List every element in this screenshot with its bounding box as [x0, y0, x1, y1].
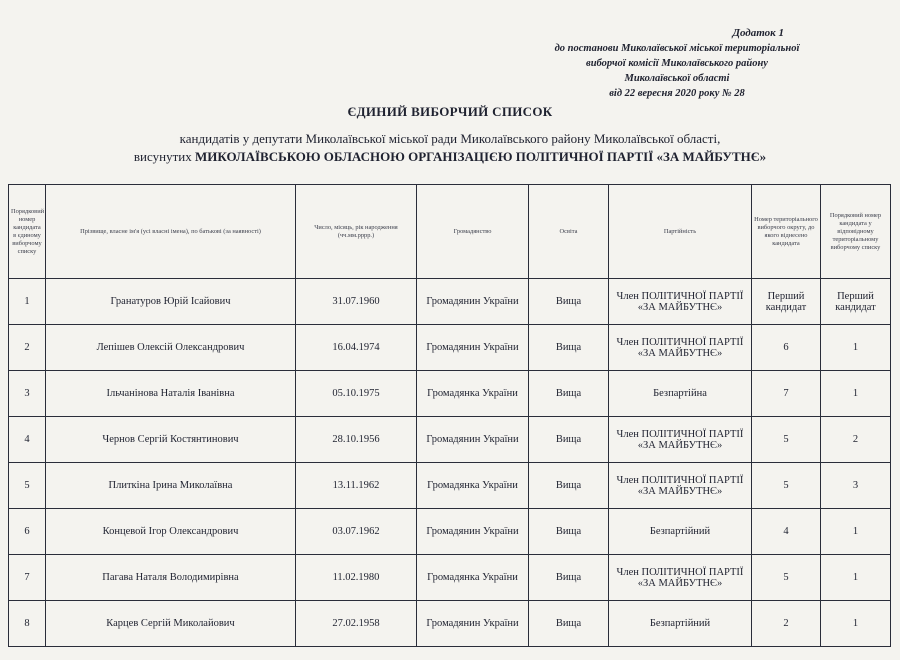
cell-full-name: Гранатуров Юрій Ісайович [46, 279, 296, 325]
cell-citizenship: Громадянка України [417, 555, 529, 601]
table-row [9, 371, 891, 417]
cell-district-position: 1 [821, 325, 891, 371]
cell-district-position: 3 [821, 463, 891, 509]
cell-birth-date: 31.07.1960 [296, 279, 417, 325]
header-birth-date: Число, місяць, рік народження (чч.мм.рррр.) [296, 185, 417, 279]
annex-number: Додаток 1 [732, 27, 784, 39]
cell-party: Член ПОЛІТИЧНОЇ ПАРТІЇ «ЗА МАЙБУТНЄ» [609, 555, 752, 601]
cell-education: Вища [529, 463, 609, 509]
cell-district-number: 5 [752, 555, 821, 601]
document-title: ЄДИНИЙ ВИБОРЧИЙ СПИСОК [347, 104, 553, 119]
header-education: Освіта [529, 185, 609, 279]
cell-district-number: 6 [752, 325, 821, 371]
cell-party: Член ПОЛІТИЧНОЇ ПАРТІЇ «ЗА МАЙБУТНЄ» [609, 417, 752, 463]
cell-birth-date: 03.07.1962 [296, 509, 417, 555]
cell-citizenship: Громадянин України [417, 417, 529, 463]
cell-district-position: 2 [821, 417, 891, 463]
annex-line-3: виборчої комісії Миколаївського району [586, 58, 768, 69]
subtitle-line-1: кандидатів у депутати Миколаївської міської ради Миколаївського району Миколаївської області, [179, 131, 721, 146]
cell-citizenship: Громадянка України [417, 371, 529, 417]
cell-district-number: 5 [752, 463, 821, 509]
cell-full-name: Плиткіна Ірина Миколаївна [46, 463, 296, 509]
cell-citizenship: Громадянка України [417, 463, 529, 509]
candidate-list-table [8, 184, 891, 647]
cell-education: Вища [529, 279, 609, 325]
cell-number: 4 [9, 417, 46, 463]
header-full-name: Прізвище, власне ім'я (усі власні імена), по батькові (за наявності) [46, 185, 296, 279]
header-district-position: Порядковий номер кандидата у відповідному територіальному виборчому списку [821, 185, 891, 279]
nominating-organization: МИКОЛАЇВСЬКОЮ ОБЛАСНОЮ ОРГАНІЗАЦІЄЮ ПОЛІТИЧНОЇ ПАРТІЇ «ЗА МАЙБУТНЄ» [194, 149, 767, 164]
table-row [9, 509, 891, 555]
cell-birth-date: 27.02.1958 [296, 601, 417, 647]
cell-number: 3 [9, 371, 46, 417]
cell-education: Вища [529, 555, 609, 601]
cell-number: 8 [9, 601, 46, 647]
cell-party: Член ПОЛІТИЧНОЇ ПАРТІЇ «ЗА МАЙБУТНЄ» [609, 279, 752, 325]
cell-birth-date: 13.11.1962 [296, 463, 417, 509]
cell-party: Член ПОЛІТИЧНОЇ ПАРТІЇ «ЗА МАЙБУТНЄ» [609, 325, 752, 371]
cell-number: 6 [9, 509, 46, 555]
table-row [9, 463, 891, 509]
cell-full-name: Лепішев Олексій Олександрович [46, 325, 296, 371]
cell-full-name: Чернов Сергій Костянтинович [46, 417, 296, 463]
cell-education: Вища [529, 325, 609, 371]
cell-citizenship: Громадянин України [417, 601, 529, 647]
cell-district-number: 2 [752, 601, 821, 647]
cell-party: Член ПОЛІТИЧНОЇ ПАРТІЇ «ЗА МАЙБУТНЄ» [609, 463, 752, 509]
cell-education: Вища [529, 371, 609, 417]
table-row [9, 601, 891, 647]
header-district-number: Номер територіального виборчого округу, до якого віднесено кандидата [752, 185, 821, 279]
cell-district-position: 1 [821, 509, 891, 555]
cell-district-position: Перший кандидат [821, 279, 891, 325]
cell-birth-date: 05.10.1975 [296, 371, 417, 417]
cell-full-name: Карцев Сергій Миколайович [46, 601, 296, 647]
cell-full-name: Ільчанінова Наталія Іванівна [46, 371, 296, 417]
cell-district-position: 1 [821, 371, 891, 417]
cell-citizenship: Громадянин України [417, 509, 529, 555]
cell-education: Вища [529, 601, 609, 647]
cell-birth-date: 16.04.1974 [296, 325, 417, 371]
cell-birth-date: 11.02.1980 [296, 555, 417, 601]
annex-block [512, 26, 842, 101]
table-row [9, 279, 891, 325]
annex-date: від 22 вересня 2020 року № 28 [609, 88, 745, 99]
cell-citizenship: Громадянин України [417, 325, 529, 371]
cell-district-number: 5 [752, 417, 821, 463]
cell-district-position: 1 [821, 555, 891, 601]
document-subtitle [0, 130, 900, 166]
cell-party: Безпартійний [609, 509, 752, 555]
cell-number: 1 [9, 279, 46, 325]
table-row [9, 417, 891, 463]
annex-line-2: до постанови Миколаївської міської територіальної [554, 43, 800, 54]
header-citizenship: Громадянство [417, 185, 529, 279]
cell-party: Безпартійний [609, 601, 752, 647]
annex-line-4: Миколаївської області [624, 73, 730, 84]
table-row [9, 325, 891, 371]
cell-district-number: 7 [752, 371, 821, 417]
cell-district-number: 4 [752, 509, 821, 555]
cell-full-name: Концевой Ігор Олександрович [46, 509, 296, 555]
header-party-membership: Партійність [609, 185, 752, 279]
cell-education: Вища [529, 509, 609, 555]
cell-number: 7 [9, 555, 46, 601]
cell-full-name: Пагава Наталя Володимирівна [46, 555, 296, 601]
cell-citizenship: Громадянин України [417, 279, 529, 325]
cell-number: 5 [9, 463, 46, 509]
cell-education: Вища [529, 417, 609, 463]
subtitle-line-2 [0, 148, 900, 166]
subtitle-prefix: висунутих [133, 149, 195, 164]
table-row [9, 555, 891, 601]
cell-district-position: 1 [821, 601, 891, 647]
cell-birth-date: 28.10.1956 [296, 417, 417, 463]
table-header-row [9, 185, 891, 279]
cell-district-number: Перший кандидат [752, 279, 821, 325]
header-order-number: Порядковий номер кандидата в єдиному виборчому списку [9, 185, 46, 279]
cell-number: 2 [9, 325, 46, 371]
cell-party: Безпартійна [609, 371, 752, 417]
